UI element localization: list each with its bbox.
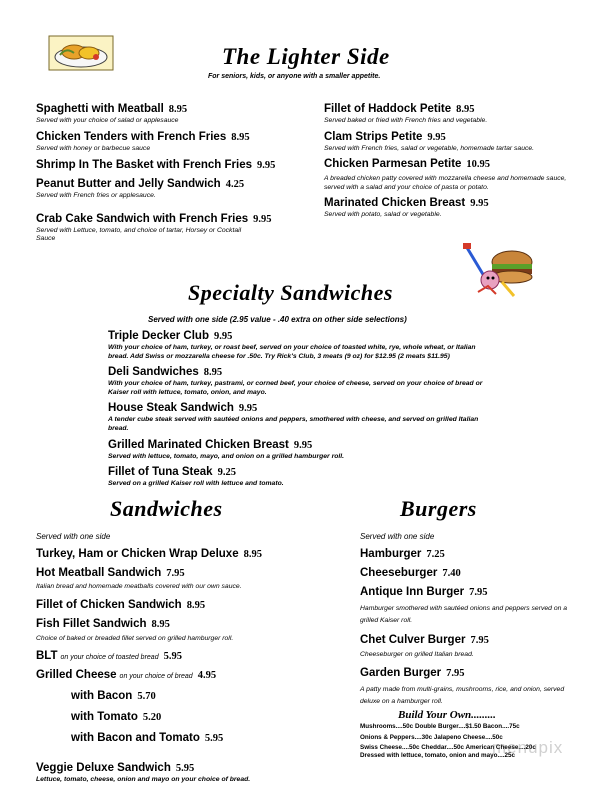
build-your-own-title: Build Your Own......... (398, 708, 496, 721)
item-desc: A breaded chicken patty covered with mozzarella cheese and homemade sauce, served with a salad and your choice of pasta or potato. (324, 175, 567, 191)
sandwiches-title: Sandwiches (110, 496, 223, 521)
item-desc: A patty made from multi-grains, mushrooms, rice, and onion, served deluxe on a hamburger roll. (360, 685, 565, 705)
build-line: Dressed with lettuce, tomato, onion and mayo....25c (360, 752, 516, 760)
menu-item (108, 435, 488, 462)
menu-item (36, 758, 336, 785)
item-name: Hamburger (360, 548, 422, 560)
sandwiches-subtitle: Served with one side (36, 532, 111, 541)
item-name: Grilled Marinated Chicken Breast (108, 438, 289, 451)
menu-item (36, 155, 306, 173)
item-price: 9.95 (427, 131, 446, 143)
menu-item (36, 707, 336, 725)
item-price: 9.95 (238, 403, 258, 415)
menu-item (324, 127, 586, 154)
item-price: 4.95 (197, 670, 217, 682)
item-price: 8.95 (168, 104, 188, 115)
menu-item (360, 582, 590, 627)
lighter-side-subtitle: For seniors, kids, or anyone with a smaller appetite. (208, 73, 381, 80)
item-name: Turkey, Ham or Chicken Wrap Deluxe (36, 548, 239, 560)
menu-item (360, 563, 590, 581)
menu-item (36, 614, 336, 644)
item-name: House Steak Sandwich (108, 402, 234, 415)
item-price: 8.95 (456, 104, 475, 115)
item-note: on your choice of toasted bread (60, 654, 159, 662)
item-desc: Served with your choice of salad or applesauce (36, 117, 179, 124)
burger-mascot-icon (462, 242, 536, 300)
item-desc: Served with Lettuce, tomato, and choice of tartar, Horsey or Cocktail Sauce (36, 226, 242, 243)
item-name: Veggie Deluxe Sandwich (36, 762, 171, 775)
sandwiches-column (36, 544, 336, 786)
item-price: 9.25 (217, 467, 236, 479)
item-name: Fish Fillet Sandwich (36, 617, 147, 630)
item-price: 5.95 (163, 651, 182, 663)
item-name: Chicken Tenders with French Fries (36, 130, 227, 143)
item-desc: Hamburger smothered with sautéed onions and peppers served on a grilled Kaiser roll. (360, 605, 568, 624)
item-price: 9.95 (213, 331, 233, 342)
menu-item (108, 362, 488, 397)
menu-item (108, 462, 488, 489)
item-name: Grilled Cheese (36, 669, 117, 682)
item-name: Triple Decker Club (108, 330, 209, 342)
item-price: 7.25 (426, 549, 445, 560)
lighter-left-column (36, 99, 306, 245)
item-price: 4.25 (225, 179, 245, 191)
menupix-watermark: menupix (492, 738, 564, 757)
item-name: Crab Cake Sandwich with French Fries (36, 212, 249, 225)
menu-item (360, 544, 590, 562)
item-name: Marinated Chicken Breast (324, 197, 466, 210)
specialty-sandwiches-title: Specialty Sandwiches (188, 280, 393, 305)
menu-item (36, 595, 336, 613)
menu-item (36, 544, 336, 562)
burgers-title: Burgers (400, 496, 477, 521)
item-name: Fillet of Chicken Sandwich (36, 598, 182, 611)
item-name: Hot Meatball Sandwich (36, 567, 162, 579)
build-line: Mushrooms....50c Double Burger....$1.50 Bacon....75c (360, 722, 520, 730)
menu-item (324, 99, 586, 126)
item-price: 8.95 (151, 618, 170, 630)
item-price: 10.95 (466, 159, 491, 171)
menu-item (324, 154, 586, 192)
item-desc: Cheeseburger on grilled Italian bread. (360, 651, 474, 658)
item-price: 8.95 (203, 367, 223, 379)
menu-item (360, 630, 590, 660)
item-desc: Italian bread and homemade meatballs covered with our own sauce. (36, 583, 242, 590)
item-price: 8.95 (186, 599, 206, 611)
item-name: Fillet of Tuna Steak (108, 466, 213, 479)
build-line: Onions & Peppers....30c Jalapeno Cheese....50c (360, 733, 503, 741)
item-desc: Served with potato, salad or vegetable. (324, 211, 442, 219)
menu-item (108, 398, 488, 433)
specialty-subtitle: Served with one side (2.95 value - .40 extra on other side selections) (148, 315, 407, 324)
item-price: 9.95 (470, 198, 489, 210)
item-price: 5.95 (175, 763, 195, 775)
item-name: with Bacon (71, 690, 133, 703)
item-price: 8.95 (231, 131, 250, 143)
item-price: 7.95 (446, 667, 465, 679)
item-name: Cheeseburger (360, 567, 438, 579)
item-name: Garden Burger (360, 666, 442, 679)
item-name: Deli Sandwiches (108, 366, 199, 379)
item-desc: Served with lettuce, tomato, mayo, and onion on a grilled hamburger roll. (108, 452, 345, 460)
item-desc: With your choice of ham, turkey, or roast beef, served on your choice of toasted white, rye, whole wheat, or Italian bread. Add Swiss or mozzarella cheese for .50c. Try Rick's Club, 3 meats (9 oz) for $12.95 (2 meats $11.95) (108, 344, 476, 360)
item-price: 7.95 (469, 587, 488, 598)
item-desc: Lettuce, tomato, cheese, onion and mayo on your choice of bread. (36, 776, 251, 784)
menu-item (36, 209, 306, 244)
item-price: 5.70 (137, 691, 156, 703)
item-price: 9.95 (257, 160, 276, 172)
menu-item (360, 663, 590, 708)
item-note: on your choice of bread (119, 673, 193, 681)
item-desc: Served baked or fried with French fries and vegetable. (324, 117, 488, 124)
menu-item (36, 174, 306, 201)
item-price: 8.95 (243, 549, 262, 560)
item-desc: Served with French fries or applesauce. (36, 192, 156, 200)
lighter-right-column (324, 99, 586, 221)
item-price: 7.95 (166, 568, 185, 579)
item-price: 7.95 (470, 635, 489, 646)
chicken-dish-icon (48, 35, 114, 71)
item-name: Peanut Butter and Jelly Sandwich (36, 178, 221, 191)
menu-item (36, 127, 306, 154)
item-name: with Tomato (71, 711, 138, 724)
menu-item (36, 99, 306, 126)
burgers-subtitle: Served with one side (360, 532, 435, 541)
item-desc: A tender cube steak served with sautéed onions and peppers, smothered with cheese, and served on grilled Italian bread. (108, 416, 479, 432)
item-name: Fillet of Haddock Petite (324, 103, 452, 115)
menu-item (108, 326, 488, 361)
lighter-side-title: The Lighter Side (222, 44, 390, 69)
item-name: with Bacon and Tomato (71, 732, 200, 745)
item-desc: With your choice of ham, turkey, pastrami, or corned beef, your choice of cheese, served on your choice of bread or Kaiser roll with lettuce, tomato, onion, and mayo. (108, 380, 483, 396)
menu-item (324, 193, 586, 220)
burgers-column (360, 544, 590, 761)
item-name: Clam Strips Petite (324, 130, 423, 143)
item-desc: Served on a grilled Kaiser roll with lettuce and tomato. (108, 480, 284, 488)
menu-item (36, 646, 336, 664)
menu-item (36, 728, 336, 746)
item-desc: Choice of baked or breaded fillet served on grilled hamburger roll. (36, 634, 234, 642)
item-desc: Served with French fries, salad or vegetable, homemade tartar sauce. (324, 144, 535, 152)
menu-item (36, 686, 336, 704)
item-desc: Served with honey or barbecue sauce (36, 144, 151, 152)
menu-item (36, 665, 336, 683)
item-name: Antique Inn Burger (360, 586, 465, 598)
item-price: 5.20 (142, 712, 162, 724)
item-name: BLT (36, 650, 58, 663)
item-price: 9.95 (293, 439, 313, 451)
menu-item (36, 563, 336, 592)
item-price: 7.40 (442, 568, 461, 579)
item-price: 9.95 (253, 213, 272, 225)
item-name: Chicken Parmesan Petite (324, 158, 462, 171)
specialty-column (108, 326, 488, 490)
item-name: Shrimp In The Basket with French Fries (36, 159, 252, 172)
item-price: 5.95 (204, 733, 224, 745)
build-line: Swiss Cheese....50c Cheddar....50c American Cheese....20c (360, 743, 536, 751)
item-name: Spaghetti with Meatball (36, 103, 164, 115)
item-name: Chet Culver Burger (360, 634, 466, 646)
